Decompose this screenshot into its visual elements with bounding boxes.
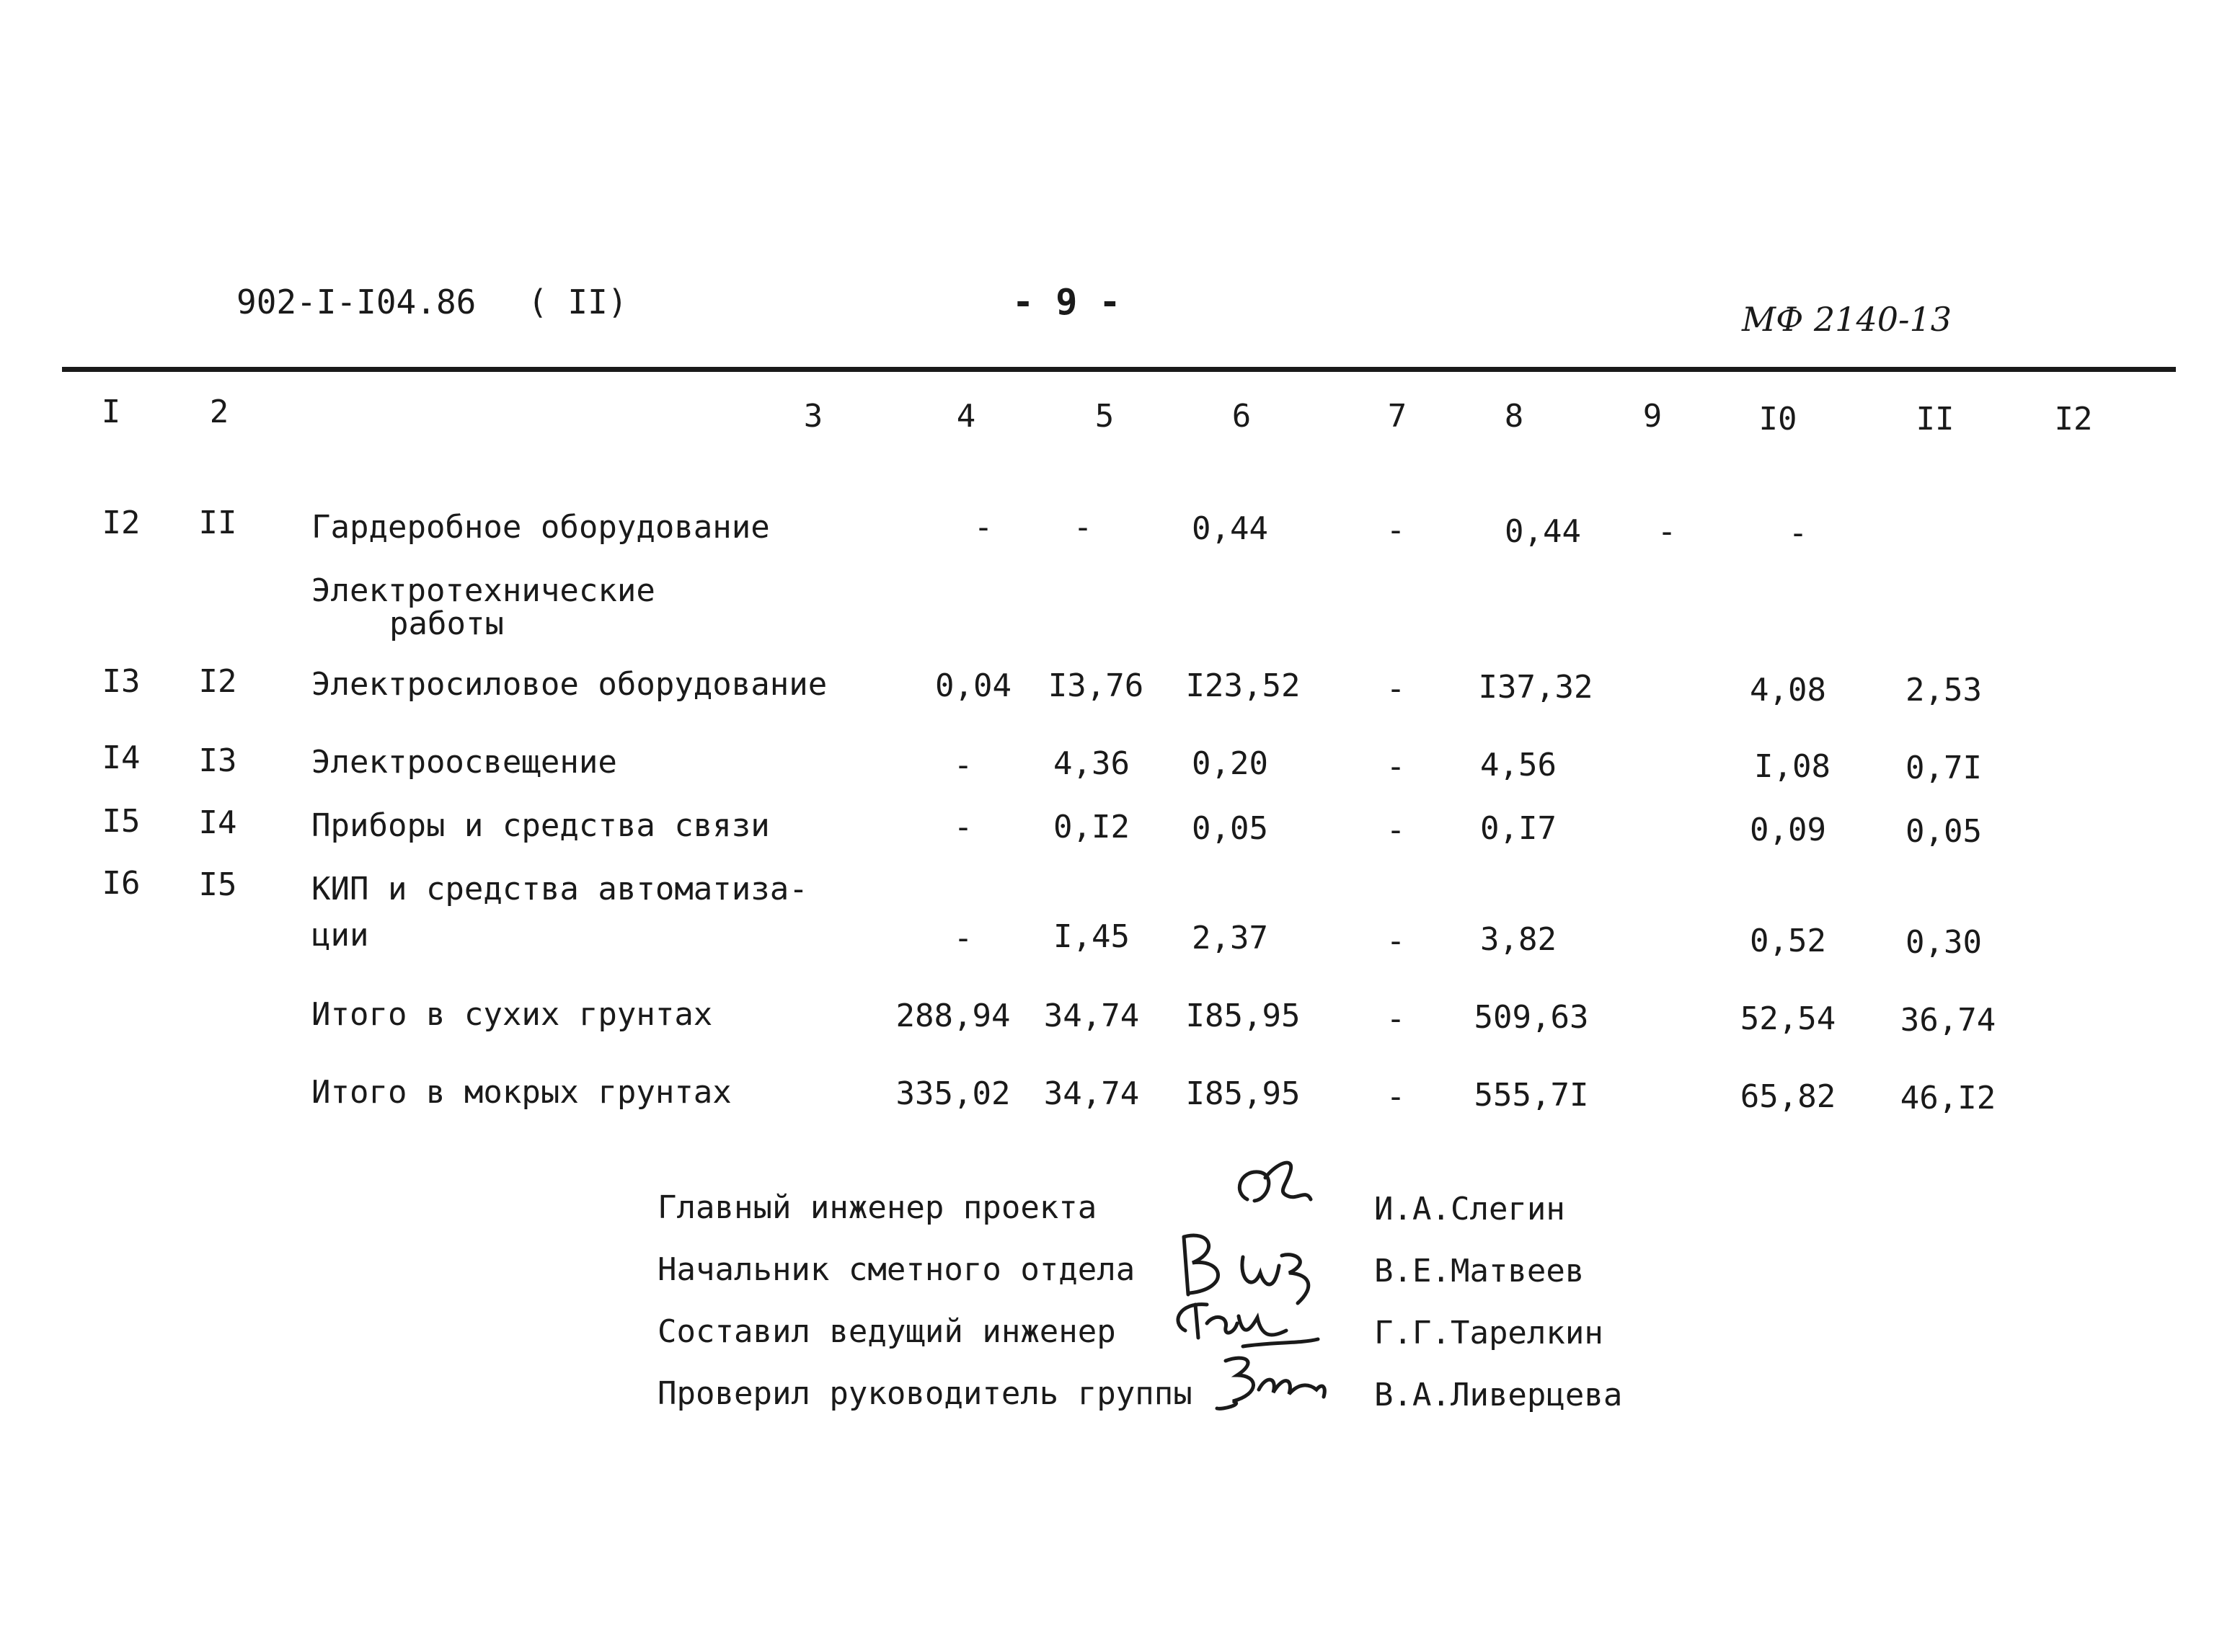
cell-col2: II xyxy=(198,505,237,541)
cell-col7: - xyxy=(1386,1078,1406,1115)
signature-role: Главный инженер проекта xyxy=(658,1189,1097,1226)
cell-col2: I2 xyxy=(198,663,237,700)
cell-name: Итого в мокрых грунтах xyxy=(311,1074,732,1111)
column-header: 4 xyxy=(956,398,976,435)
cell-col5: 34,74 xyxy=(1043,1075,1140,1112)
cell-col9: - xyxy=(1657,513,1677,550)
section-heading-cont: работы xyxy=(389,605,504,642)
cell-col5: 0,I2 xyxy=(1053,809,1130,845)
column-header: 3 xyxy=(803,398,823,435)
cell-col8: 0,I7 xyxy=(1480,810,1557,847)
cell-col10: - xyxy=(1788,515,1808,551)
cell-col5: I,45 xyxy=(1053,918,1130,955)
cell-col11: 0,05 xyxy=(1905,813,1982,850)
cell-col5: 34,74 xyxy=(1043,998,1140,1034)
cell-col6: I85,95 xyxy=(1185,1075,1301,1112)
cell-col4: - xyxy=(953,747,973,783)
column-header: II xyxy=(1916,401,1955,438)
cell-col5: I3,76 xyxy=(1048,667,1144,704)
cell-col6: 2,37 xyxy=(1192,920,1268,956)
cell-name: КИП и средства автоматиза- xyxy=(311,871,808,907)
column-header: 2 xyxy=(209,394,229,430)
cell-col6: I85,95 xyxy=(1185,998,1301,1034)
cell-col10: 0,52 xyxy=(1750,923,1826,959)
cell-col11: 0,7I xyxy=(1905,750,1982,786)
cell-col8: 0,44 xyxy=(1505,513,1581,550)
cell-col7: - xyxy=(1386,748,1406,785)
column-header: I2 xyxy=(2054,401,2093,438)
cell-name-cont: ции xyxy=(311,917,369,954)
section-heading: Электротехнические xyxy=(311,572,655,609)
column-header: 7 xyxy=(1387,398,1407,435)
cell-col4: - xyxy=(973,509,993,546)
cell-name: Приборы и средства связи xyxy=(311,807,770,844)
cell-col4: - xyxy=(953,809,973,845)
cell-col6: 0,44 xyxy=(1192,510,1268,547)
cell-col8: 3,82 xyxy=(1480,921,1557,958)
page-number: - 9 - xyxy=(1012,281,1121,323)
column-header: 8 xyxy=(1504,398,1524,435)
cell-col8: 4,56 xyxy=(1480,747,1557,783)
cell-col8: 555,7I xyxy=(1474,1077,1589,1114)
cell-col11: 0,30 xyxy=(1905,924,1982,961)
signature-name: И.А.Слегин xyxy=(1374,1191,1565,1227)
cell-col6: 0,20 xyxy=(1192,745,1268,782)
cell-col11: 36,74 xyxy=(1900,1002,1996,1039)
cell-col7: - xyxy=(1386,923,1406,959)
cell-name: Гардеробное оборудование xyxy=(311,509,770,546)
cell-col2: I5 xyxy=(198,866,237,903)
cell-col7: - xyxy=(1386,1000,1406,1037)
cell-col7: - xyxy=(1386,812,1406,848)
signature-name: В.А.Ливерцева xyxy=(1374,1377,1623,1413)
handwritten-signature xyxy=(1208,1339,1331,1418)
signature-name: В.Е.Матвеев xyxy=(1374,1253,1585,1289)
document-part: ( II) xyxy=(528,283,628,321)
cell-col5: - xyxy=(1073,509,1093,546)
cell-name: Итого в сухих грунтах xyxy=(311,996,713,1033)
cell-col10: 0,09 xyxy=(1750,812,1826,848)
cell-col5: 4,36 xyxy=(1053,745,1130,782)
cell-col8: 509,63 xyxy=(1474,999,1589,1036)
header-rule xyxy=(62,367,2176,372)
cell-name: Электросиловое оборудование xyxy=(311,666,828,703)
cell-col1: I6 xyxy=(102,865,141,902)
column-header: 5 xyxy=(1094,398,1115,435)
signature-role: Проверил руководитель группы xyxy=(658,1375,1192,1412)
column-header: I xyxy=(101,394,121,430)
cell-col7: - xyxy=(1386,670,1406,707)
cell-col6: 0,05 xyxy=(1192,810,1268,847)
cell-col10: 4,08 xyxy=(1750,672,1826,709)
column-header: 9 xyxy=(1642,398,1663,435)
cell-col10: 65,82 xyxy=(1740,1078,1836,1115)
signature-name: Г.Г.Тарелкин xyxy=(1374,1315,1603,1351)
column-header: I0 xyxy=(1758,401,1797,438)
cell-col7: - xyxy=(1386,512,1406,549)
cell-name: Электроосвещение xyxy=(311,744,617,781)
cell-col4: 288,94 xyxy=(895,998,1011,1034)
cell-col4: - xyxy=(953,920,973,956)
cell-col2: I3 xyxy=(198,742,237,779)
cell-col1: I3 xyxy=(102,663,141,700)
cell-col10: 52,54 xyxy=(1740,1000,1836,1037)
document-code: 902-I-I04.86 xyxy=(236,283,477,321)
cell-col1: I5 xyxy=(102,803,141,840)
archive-stamp: МФ 2140-13 xyxy=(1742,300,1952,339)
cell-col6: I23,52 xyxy=(1185,667,1301,704)
signature-role: Составил ведущий инженер xyxy=(658,1313,1116,1350)
cell-col8: I37,32 xyxy=(1478,669,1593,706)
cell-col1: I2 xyxy=(102,505,141,541)
cell-col2: I4 xyxy=(198,804,237,841)
handwritten-signature xyxy=(1226,1149,1319,1228)
signature-role: Начальник сметного отдела xyxy=(658,1251,1136,1288)
cell-col10: I,08 xyxy=(1754,748,1831,785)
column-header: 6 xyxy=(1231,398,1252,435)
cell-col1: I4 xyxy=(102,740,141,776)
cell-col11: 46,I2 xyxy=(1900,1080,1996,1116)
cell-col11: 2,53 xyxy=(1905,672,1982,709)
cell-col4: 0,04 xyxy=(935,667,1012,704)
cell-col4: 335,02 xyxy=(895,1075,1011,1112)
